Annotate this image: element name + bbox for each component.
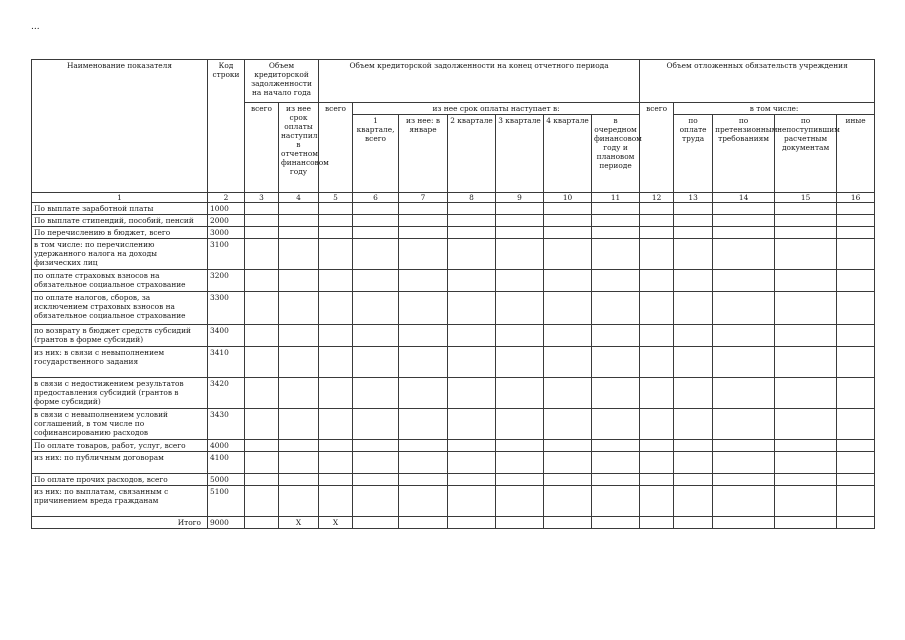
value-cell[interactable] [837, 517, 875, 529]
col-number: 5 [319, 193, 353, 203]
value-cell[interactable] [496, 292, 544, 325]
col-number: 14 [713, 193, 775, 203]
value-cell[interactable] [496, 452, 544, 474]
value-cell[interactable] [837, 325, 875, 347]
value-cell[interactable] [713, 378, 775, 409]
header-including: в том числе: [674, 103, 875, 115]
value-cell[interactable] [837, 215, 875, 227]
value-cell[interactable] [319, 203, 353, 215]
row-code: 4100 [208, 452, 245, 474]
col-number: 15 [775, 193, 837, 203]
col-number: 4 [279, 193, 319, 203]
value-cell[interactable] [448, 239, 496, 270]
value-cell[interactable] [775, 292, 837, 325]
value-cell[interactable] [544, 486, 592, 517]
header-start-total: всего [245, 103, 279, 193]
value-cell[interactable] [399, 440, 448, 452]
value-cell[interactable] [775, 347, 837, 378]
value-cell[interactable] [775, 203, 837, 215]
row-code: 3100 [208, 239, 245, 270]
value-cell[interactable] [496, 486, 544, 517]
value-cell[interactable] [544, 325, 592, 347]
value-cell[interactable] [837, 409, 875, 440]
value-cell[interactable] [319, 239, 353, 270]
total-row [32, 517, 875, 529]
value-cell[interactable] [319, 452, 353, 474]
value-cell[interactable] [245, 270, 279, 292]
value-cell[interactable] [399, 270, 448, 292]
value-cell[interactable] [319, 292, 353, 325]
value-cell[interactable] [713, 486, 775, 517]
value-cell[interactable] [448, 440, 496, 452]
header-code: Код строки [208, 60, 245, 193]
value-cell[interactable] [279, 292, 319, 325]
value-cell[interactable] [279, 325, 319, 347]
row-code: 5000 [208, 474, 245, 486]
row-label: По выплате стипендий, пособий, пенсий [32, 215, 208, 227]
value-cell[interactable] [713, 292, 775, 325]
row-code: 3420 [208, 378, 245, 409]
row-code: 5100 [208, 486, 245, 517]
table-row [32, 440, 875, 452]
x-mark-cell: X [279, 517, 319, 529]
value-cell[interactable] [496, 227, 544, 239]
table-row [32, 452, 875, 474]
value-cell[interactable] [245, 440, 279, 452]
value-cell[interactable] [713, 517, 775, 529]
header-q3: 3 квартале [496, 115, 544, 193]
row-code: 3300 [208, 292, 245, 325]
row-code: 1000 [208, 203, 245, 215]
value-cell[interactable] [399, 517, 448, 529]
header-start-overdue: из нее срок оплаты наступил в отчетном финансовом году [279, 103, 319, 193]
col-number: 3 [245, 193, 279, 203]
value-cell[interactable] [353, 203, 399, 215]
value-cell[interactable] [279, 215, 319, 227]
value-cell[interactable] [592, 517, 640, 529]
value-cell[interactable] [319, 347, 353, 378]
value-cell[interactable] [674, 517, 713, 529]
value-cell[interactable] [592, 270, 640, 292]
value-cell[interactable] [496, 440, 544, 452]
table-row [32, 347, 875, 378]
value-cell[interactable] [399, 409, 448, 440]
header-end-total: всего [319, 103, 353, 193]
value-cell[interactable] [353, 325, 399, 347]
value-cell[interactable] [353, 215, 399, 227]
value-cell[interactable] [353, 270, 399, 292]
row-label: по возврату в бюджет средств субсидий (грантов в форме субсидий) [32, 325, 208, 347]
value-cell[interactable] [245, 292, 279, 325]
row-label: в связи с недостижением результатов предоставления субсидий (грантов в форме субсидий) [32, 378, 208, 409]
value-cell[interactable] [775, 409, 837, 440]
value-cell[interactable] [353, 440, 399, 452]
ellipsis: ... [31, 22, 40, 32]
value-cell[interactable] [837, 270, 875, 292]
value-cell[interactable] [279, 239, 319, 270]
payables-report-table [31, 59, 875, 529]
header-claims: по претензионным требованиям [713, 115, 775, 193]
value-cell[interactable] [640, 292, 674, 325]
col-number: 9 [496, 193, 544, 203]
value-cell[interactable] [448, 486, 496, 517]
value-cell[interactable] [319, 227, 353, 239]
value-cell[interactable] [544, 215, 592, 227]
value-cell[interactable] [319, 215, 353, 227]
value-cell[interactable] [319, 270, 353, 292]
header-end-volume: Объем кредиторской задолженности на конец отчетного периода [319, 60, 640, 103]
row-code: 2000 [208, 215, 245, 227]
value-cell[interactable] [496, 517, 544, 529]
value-cell[interactable] [245, 409, 279, 440]
header-other: иные [837, 115, 875, 193]
value-cell[interactable] [592, 409, 640, 440]
table-row [32, 474, 875, 486]
value-cell[interactable] [544, 270, 592, 292]
value-cell[interactable] [448, 409, 496, 440]
value-cell[interactable] [399, 486, 448, 517]
header-docs: по непоступившим расчетным документам [775, 115, 837, 193]
value-cell[interactable] [245, 347, 279, 378]
row-label: в связи с невыполнением условий соглашений, в том числе по софинансированию расходов [32, 409, 208, 440]
value-cell[interactable] [544, 347, 592, 378]
value-cell[interactable] [713, 215, 775, 227]
value-cell[interactable] [399, 378, 448, 409]
header-wages: по оплате труда [674, 115, 713, 193]
row-label: По оплате прочих расходов, всего [32, 474, 208, 486]
value-cell[interactable] [674, 227, 713, 239]
table-row [32, 292, 875, 325]
value-cell[interactable] [496, 378, 544, 409]
value-cell[interactable] [837, 452, 875, 474]
value-cell[interactable] [674, 292, 713, 325]
table-row [32, 409, 875, 440]
value-cell[interactable] [640, 452, 674, 474]
value-cell[interactable] [245, 486, 279, 517]
row-label: по оплате страховых взносов на обязательное социальное страхование [32, 270, 208, 292]
value-cell[interactable] [592, 239, 640, 270]
header-next: в очередном финансовом году и плановом периоде [592, 115, 640, 193]
value-cell[interactable] [448, 325, 496, 347]
value-cell[interactable] [592, 378, 640, 409]
row-label: из них: в связи с невыполнением государственного задания [32, 347, 208, 378]
value-cell[interactable] [319, 409, 353, 440]
col-number: 12 [640, 193, 674, 203]
value-cell[interactable] [319, 474, 353, 486]
value-cell[interactable] [319, 486, 353, 517]
value-cell[interactable] [399, 474, 448, 486]
value-cell[interactable] [448, 270, 496, 292]
col-number: 7 [399, 193, 448, 203]
value-cell[interactable] [544, 203, 592, 215]
value-cell[interactable] [544, 239, 592, 270]
col-number: 16 [837, 193, 875, 203]
header-q2: 2 квартале [448, 115, 496, 193]
value-cell[interactable] [399, 227, 448, 239]
value-cell[interactable] [775, 440, 837, 452]
table-row [32, 378, 875, 409]
value-cell[interactable] [837, 292, 875, 325]
value-cell[interactable] [448, 292, 496, 325]
row-label: из них: по выплатам, связанным с причинением вреда гражданам [32, 486, 208, 517]
value-cell[interactable] [640, 474, 674, 486]
value-cell[interactable] [448, 378, 496, 409]
column-numbers-row [32, 193, 875, 203]
value-cell[interactable] [544, 227, 592, 239]
value-cell[interactable] [544, 378, 592, 409]
value-cell[interactable] [640, 347, 674, 378]
total-code: 9000 [208, 517, 245, 529]
value-cell[interactable] [713, 325, 775, 347]
value-cell[interactable] [674, 270, 713, 292]
value-cell[interactable] [279, 378, 319, 409]
value-cell[interactable] [245, 239, 279, 270]
value-cell[interactable] [448, 203, 496, 215]
value-cell[interactable] [674, 486, 713, 517]
value-cell[interactable] [245, 452, 279, 474]
x-mark-cell: X [319, 517, 353, 529]
value-cell[interactable] [640, 227, 674, 239]
value-cell[interactable] [713, 227, 775, 239]
value-cell[interactable] [279, 347, 319, 378]
value-cell[interactable] [713, 347, 775, 378]
value-cell[interactable] [399, 452, 448, 474]
value-cell[interactable] [837, 227, 875, 239]
value-cell[interactable] [592, 452, 640, 474]
header-q4: 4 квартале [544, 115, 592, 193]
value-cell[interactable] [353, 409, 399, 440]
value-cell[interactable] [713, 409, 775, 440]
value-cell[interactable] [448, 347, 496, 378]
col-number: 10 [544, 193, 592, 203]
value-cell[interactable] [279, 270, 319, 292]
value-cell[interactable] [448, 227, 496, 239]
value-cell[interactable] [640, 440, 674, 452]
value-cell[interactable] [640, 203, 674, 215]
value-cell[interactable] [674, 325, 713, 347]
value-cell[interactable] [448, 452, 496, 474]
value-cell[interactable] [245, 203, 279, 215]
value-cell[interactable] [775, 227, 837, 239]
value-cell[interactable] [399, 239, 448, 270]
value-cell[interactable] [353, 347, 399, 378]
value-cell[interactable] [245, 215, 279, 227]
value-cell[interactable] [399, 292, 448, 325]
row-code: 3430 [208, 409, 245, 440]
row-label: По перечислению в бюджет, всего [32, 227, 208, 239]
col-number: 2 [208, 193, 245, 203]
value-cell[interactable] [279, 486, 319, 517]
table-row [32, 270, 875, 292]
value-cell[interactable] [640, 378, 674, 409]
header-jan: из нее: в январе [399, 115, 448, 193]
value-cell[interactable] [544, 517, 592, 529]
value-cell[interactable] [279, 440, 319, 452]
value-cell[interactable] [496, 474, 544, 486]
value-cell[interactable] [319, 325, 353, 347]
value-cell[interactable] [448, 215, 496, 227]
value-cell[interactable] [674, 378, 713, 409]
value-cell[interactable] [496, 270, 544, 292]
value-cell[interactable] [674, 239, 713, 270]
value-cell[interactable] [775, 474, 837, 486]
value-cell[interactable] [775, 270, 837, 292]
value-cell[interactable] [837, 203, 875, 215]
value-cell[interactable] [713, 452, 775, 474]
table-row [32, 325, 875, 347]
row-code: 3200 [208, 270, 245, 292]
value-cell[interactable] [279, 203, 319, 215]
value-cell[interactable] [353, 378, 399, 409]
value-cell[interactable] [399, 215, 448, 227]
value-cell[interactable] [496, 347, 544, 378]
value-cell[interactable] [640, 325, 674, 347]
value-cell[interactable] [775, 378, 837, 409]
row-code: 3000 [208, 227, 245, 239]
value-cell[interactable] [353, 452, 399, 474]
value-cell[interactable] [640, 239, 674, 270]
value-cell[interactable] [353, 486, 399, 517]
value-cell[interactable] [775, 325, 837, 347]
value-cell[interactable] [496, 239, 544, 270]
row-label: По выплате заработной платы [32, 203, 208, 215]
table-row [32, 203, 875, 215]
value-cell[interactable] [775, 239, 837, 270]
value-cell[interactable] [245, 517, 279, 529]
value-cell[interactable] [353, 474, 399, 486]
value-cell[interactable] [837, 347, 875, 378]
value-cell[interactable] [592, 474, 640, 486]
value-cell[interactable] [837, 474, 875, 486]
value-cell[interactable] [713, 203, 775, 215]
col-number: 11 [592, 193, 640, 203]
value-cell[interactable] [713, 440, 775, 452]
value-cell[interactable] [775, 452, 837, 474]
value-cell[interactable] [319, 440, 353, 452]
value-cell[interactable] [674, 203, 713, 215]
table-row [32, 215, 875, 227]
total-label: Итого [32, 517, 208, 529]
value-cell[interactable] [592, 347, 640, 378]
row-code: 3400 [208, 325, 245, 347]
value-cell[interactable] [544, 409, 592, 440]
value-cell[interactable] [496, 325, 544, 347]
value-cell[interactable] [279, 409, 319, 440]
value-cell[interactable] [496, 215, 544, 227]
value-cell[interactable] [399, 203, 448, 215]
value-cell[interactable] [353, 227, 399, 239]
value-cell[interactable] [713, 474, 775, 486]
value-cell[interactable] [592, 292, 640, 325]
value-cell[interactable] [353, 239, 399, 270]
row-code: 4000 [208, 440, 245, 452]
value-cell[interactable] [448, 474, 496, 486]
value-cell[interactable] [592, 440, 640, 452]
col-number: 13 [674, 193, 713, 203]
col-number: 6 [353, 193, 399, 203]
value-cell[interactable] [592, 325, 640, 347]
value-cell[interactable] [353, 292, 399, 325]
value-cell[interactable] [640, 486, 674, 517]
value-cell[interactable] [245, 474, 279, 486]
value-cell[interactable] [640, 270, 674, 292]
value-cell[interactable] [775, 215, 837, 227]
value-cell[interactable] [353, 517, 399, 529]
header-name: Наименование показателя [32, 60, 208, 193]
value-cell[interactable] [245, 227, 279, 239]
value-cell[interactable] [674, 215, 713, 227]
value-cell[interactable] [775, 486, 837, 517]
header-due-in: из нее срок оплаты наступает в: [353, 103, 640, 115]
value-cell[interactable] [245, 325, 279, 347]
header-q1: 1 квартале, всего [353, 115, 399, 193]
value-cell[interactable] [245, 378, 279, 409]
value-cell[interactable] [592, 486, 640, 517]
value-cell[interactable] [713, 239, 775, 270]
value-cell[interactable] [837, 239, 875, 270]
row-label: По оплате товаров, работ, услуг, всего [32, 440, 208, 452]
table-row [32, 486, 875, 517]
table-row [32, 227, 875, 239]
value-cell[interactable] [640, 215, 674, 227]
table-row [32, 239, 875, 270]
value-cell[interactable] [674, 409, 713, 440]
value-cell[interactable] [319, 378, 353, 409]
value-cell[interactable] [713, 270, 775, 292]
value-cell[interactable] [496, 409, 544, 440]
value-cell[interactable] [399, 325, 448, 347]
value-cell[interactable] [837, 378, 875, 409]
row-label: в том числе: по перечислению удержанного налога на доходы физических лиц [32, 239, 208, 270]
value-cell[interactable] [592, 203, 640, 215]
header-deferred: Объем отложенных обязательств учреждения [640, 60, 875, 103]
header-start-volume: Объем кредиторской задолженности на начало года [245, 60, 319, 103]
header-deferred-total: всего [640, 103, 674, 193]
value-cell[interactable] [448, 517, 496, 529]
value-cell[interactable] [279, 474, 319, 486]
value-cell[interactable] [775, 517, 837, 529]
value-cell[interactable] [640, 517, 674, 529]
value-cell[interactable] [496, 203, 544, 215]
value-cell[interactable] [544, 292, 592, 325]
row-label: по оплате налогов, сборов, за исключением страховых взносов на обязательное социальное страхование [32, 292, 208, 325]
value-cell[interactable] [279, 452, 319, 474]
value-cell[interactable] [544, 440, 592, 452]
value-cell[interactable] [674, 347, 713, 378]
value-cell[interactable] [837, 440, 875, 452]
value-cell[interactable] [837, 486, 875, 517]
value-cell[interactable] [592, 215, 640, 227]
value-cell[interactable] [674, 452, 713, 474]
col-number: 8 [448, 193, 496, 203]
row-label: из них: по публичным договорам [32, 452, 208, 474]
value-cell[interactable] [544, 452, 592, 474]
value-cell[interactable] [674, 440, 713, 452]
col-number: 1 [32, 193, 208, 203]
value-cell[interactable] [640, 409, 674, 440]
value-cell[interactable] [399, 347, 448, 378]
value-cell[interactable] [592, 227, 640, 239]
value-cell[interactable] [674, 474, 713, 486]
value-cell[interactable] [279, 227, 319, 239]
row-code: 3410 [208, 347, 245, 378]
value-cell[interactable] [544, 474, 592, 486]
